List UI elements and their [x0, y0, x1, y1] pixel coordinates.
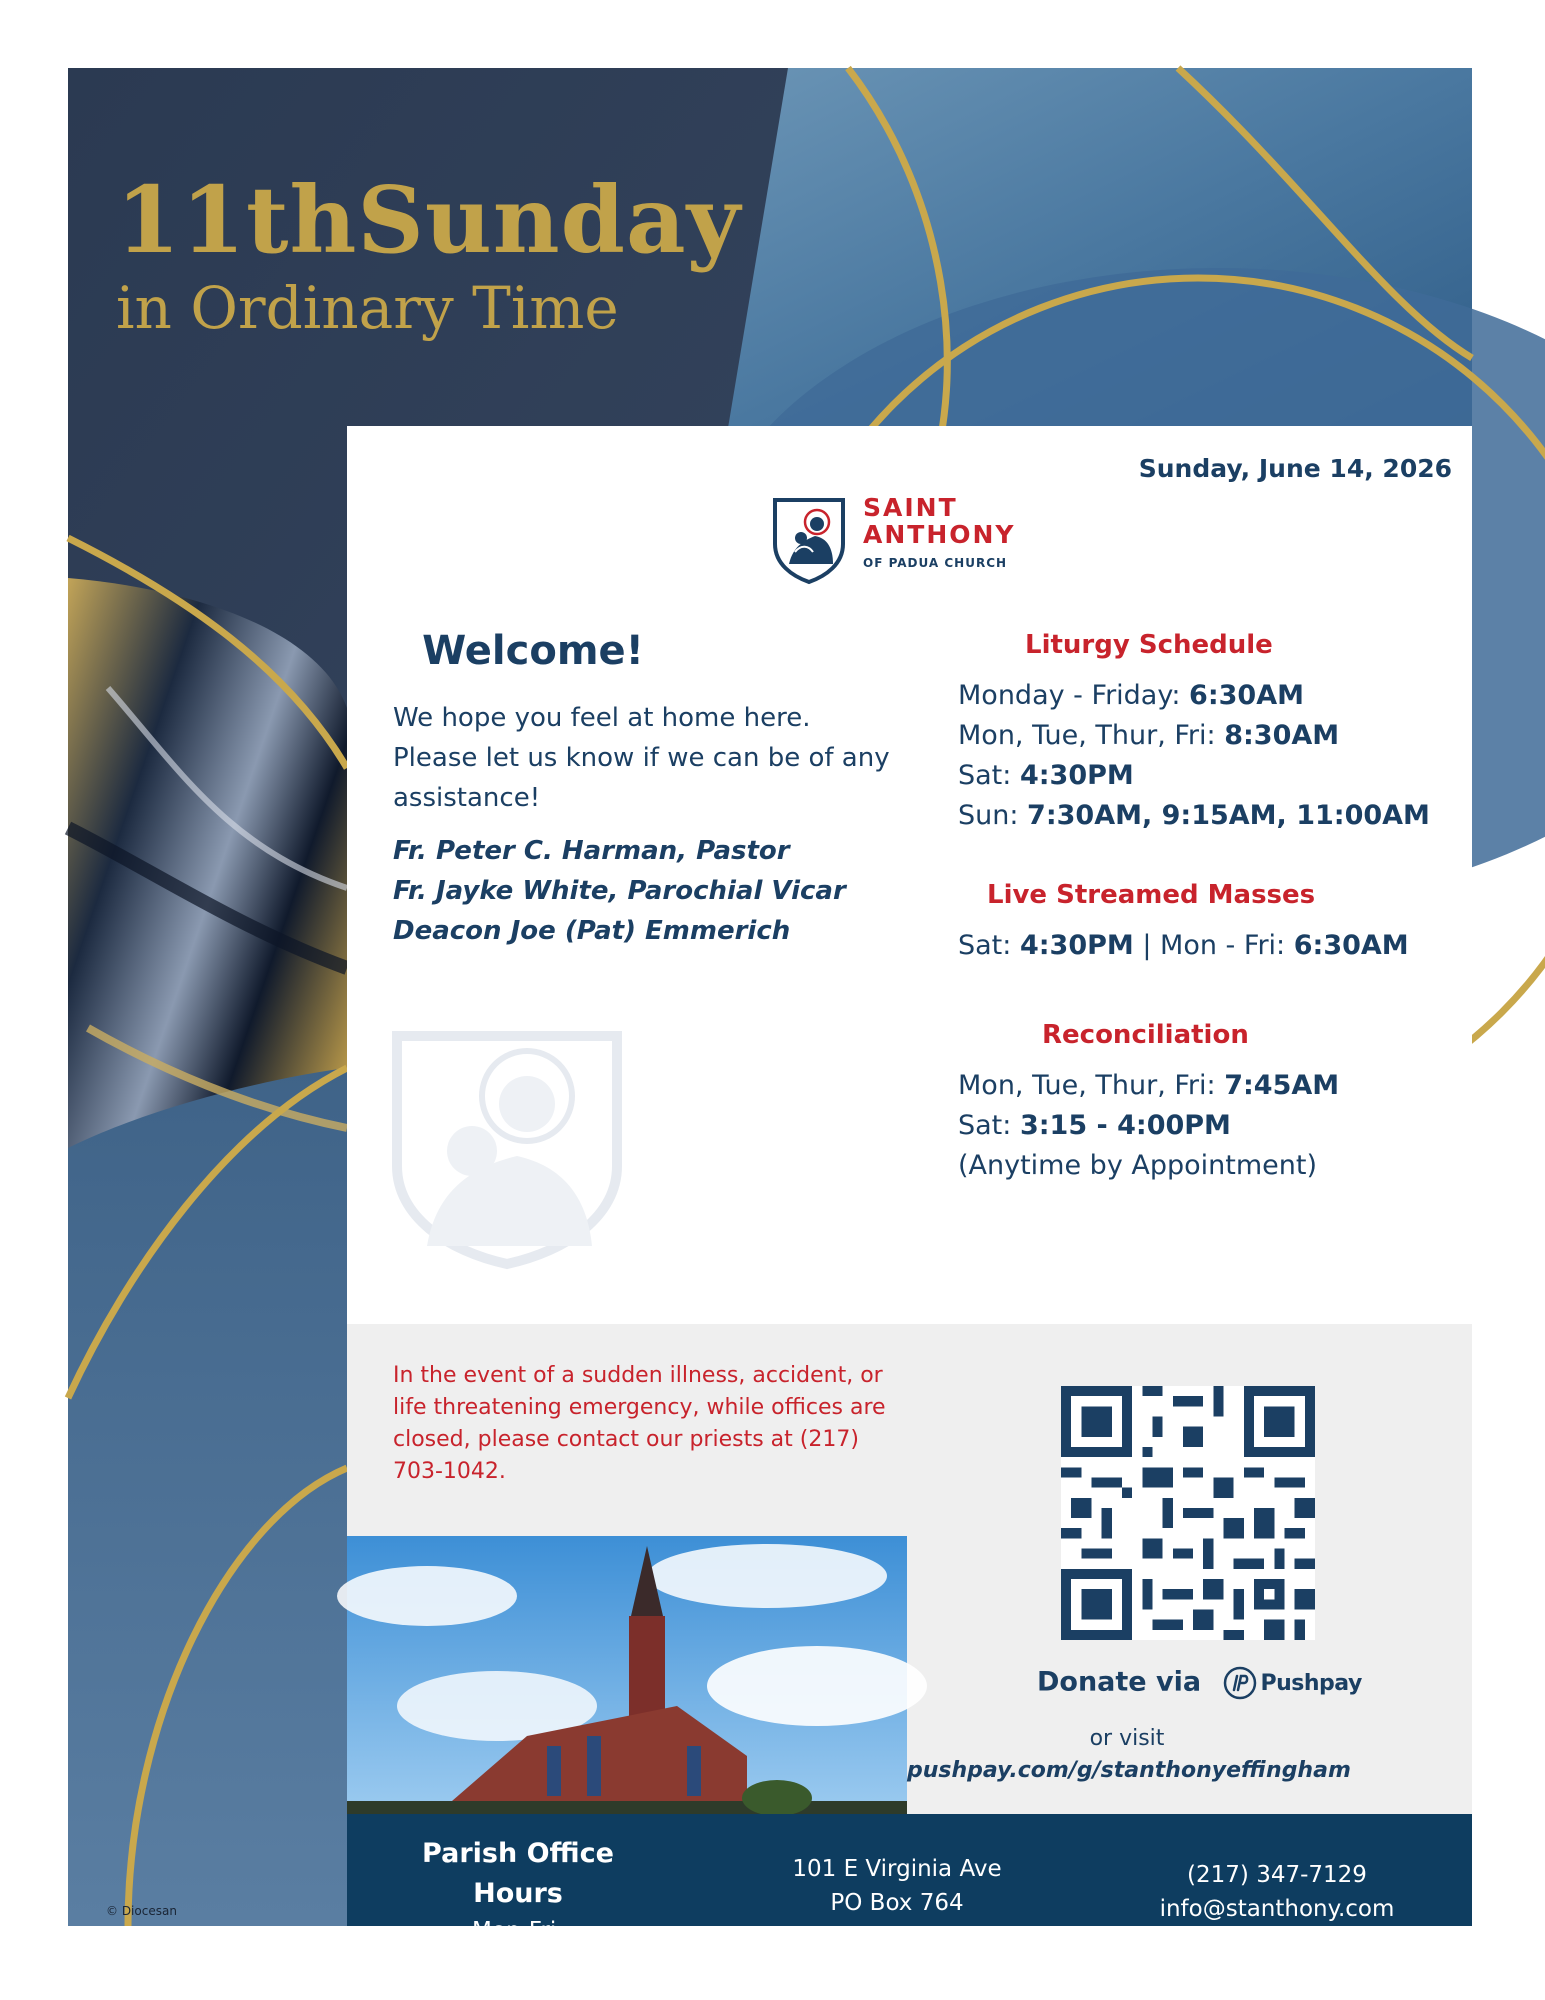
donate-line [1037, 1666, 1437, 1700]
content-panel [347, 426, 1472, 1978]
logo-name [863, 494, 1016, 548]
clergy-name: Deacon Joe (Pat) Emmerich [393, 916, 791, 946]
liturgy-row: Sun: 7:30AM, 9:15AM, 11:00AM [958, 800, 1430, 831]
logo-line-2: ANTHONY [863, 520, 1016, 549]
bulletin-page [68, 68, 1472, 1978]
emergency-notice: In the event of a sudden illness, accident, or life threatening emergency, while offices are closed, please contact our priests at (217) 703-1042. [393, 1363, 886, 1484]
church-logo [771, 494, 1071, 594]
reconciliation-row: Sat: 3:15 - 4:00PM [958, 1110, 1231, 1141]
image-credit: © Diocesan [106, 1904, 177, 1918]
logo-line-1: SAINT [863, 493, 958, 522]
website-link[interactable]: stanthony.com [1192, 1930, 1362, 1956]
liturgy-row: Sat: 4:30PM [958, 760, 1134, 791]
clergy-name: Fr. Jayke White, Parochial Vicar [393, 876, 846, 906]
welcome-text: We hope you feel at home here. Please let us know if we can be of any assistance! [393, 703, 890, 813]
address-line: Effingham, IL 62401 [781, 1924, 1013, 1950]
logo-line-3: OF PADUA CHURCH [863, 556, 1008, 570]
title-line-2: in Ordinary Time [116, 274, 619, 342]
bulletin-date: Sunday, June 14, 2026 [1138, 454, 1452, 483]
address-line: 101 E Virginia Ave [792, 1856, 1002, 1882]
office-hours-title: Parish Office Hours [422, 1838, 614, 1909]
liturgy-row: Monday - Friday: 6:30AM [958, 680, 1304, 711]
address [747, 1852, 1047, 1954]
pushpay-brand: Pushpay [1260, 1670, 1362, 1696]
welcome-heading: Welcome! [422, 628, 644, 674]
reconciliation-note: (Anytime by Appointment) [958, 1150, 1317, 1181]
title-line-1: 11thSunday [116, 166, 742, 274]
shield-icon [771, 494, 847, 584]
or-visit: or visit [1089, 1726, 1165, 1751]
email-link[interactable]: info@stanthony.com [1159, 1896, 1395, 1922]
liturgy-row: Mon, Tue, Thur, Fri: 8:30AM [958, 720, 1340, 751]
contact [1127, 1858, 1427, 1960]
info-band [347, 1324, 1472, 1814]
donate-url-link[interactable]: pushpay.com/g/stanthonyeffingham [907, 1758, 1351, 1783]
clergy-list [393, 831, 846, 951]
clergy-name: Fr. Peter C. Harman, Pastor [393, 836, 790, 866]
phone-link[interactable]: (217) 347-7129 [1187, 1862, 1367, 1888]
livestream-row: Sat: 4:30PM | Mon - Fri: 6:30AM [958, 930, 1409, 961]
pushpay-icon [1223, 1666, 1257, 1700]
reconciliation-heading: Reconciliation [1042, 1020, 1249, 1050]
livestream-heading: Live Streamed Masses [987, 880, 1316, 910]
donate-label: Donate via [1037, 1666, 1202, 1698]
footer [347, 1814, 1472, 1978]
address-line: PO Box 764 [830, 1890, 964, 1916]
pushpay-logo[interactable] [1223, 1666, 1362, 1700]
office-hours [413, 1834, 623, 1982]
office-hours-time: 9:00AM-4:00PM [427, 1952, 609, 1978]
liturgy-heading: Liturgy Schedule [1025, 630, 1273, 660]
church-photo [347, 1536, 907, 1814]
reconciliation-row: Mon, Tue, Thur, Fri: 7:45AM [958, 1070, 1340, 1101]
watermark-shield-icon [387, 1016, 627, 1266]
office-hours-days: Mon-Fri: [472, 1918, 564, 1944]
donate-qr-code[interactable] [1061, 1386, 1315, 1640]
